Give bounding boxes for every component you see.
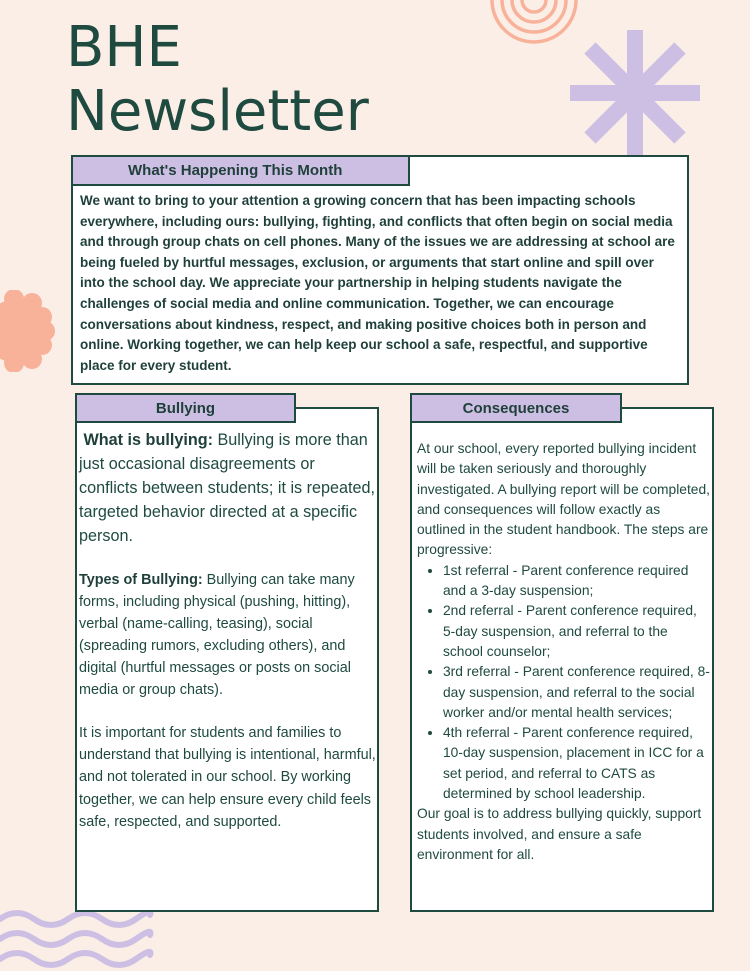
types-of-bullying-paragraph [79,569,377,701]
consequences-closing: Our goal is to address bullying quickly, support students involved, and ensure a safe environment for all. [417,806,702,862]
newsletter-title [66,16,369,144]
what-is-bullying-paragraph [79,428,377,548]
happening-body: We want to bring to your attention a growing concern that has been impacting schools everywhere, including ours: bullying, fighting, and conflicts that often begin on social media and through group chats on cell phones. Many of the issues we are addressing at school are being fueled by hurtful messages, exclusion, or arguments that start online and spill over into the school day. We appreciate your partnership in helping students navigate the challenges of social media and online communication. Together, we can encourage conversations about kindness, respect, and making positive choices both in person and online. Working together, we can help keep our school a safe, respectful, and supportive place for every student. [80,193,675,373]
what-is-bullying-label: What is bullying: [83,431,213,449]
asterisk-star-decoration [568,30,702,156]
title-line-1: BHE [66,15,182,80]
happening-heading: What's Happening This Month [71,155,410,186]
bullying-heading: Bullying [75,393,296,423]
scalloped-circle-decoration [0,290,56,372]
referral-step-3: • 3rd referral - Parent conference required, 8-day suspension, and referral to the social worker and/or mental health services; [443,662,711,723]
what-is-bullying-text: Bullying is more than just occasional disagreements or conflicts between students; it is repeated, targeted behavior directed at a specific person. [79,431,376,545]
consequences-content [417,439,711,865]
referral-step-2: • 2nd referral - Parent conference required, 5-day suspension, and referral to the school counselor; [443,601,711,662]
referral-step-4: • 4th referral - Parent conference required, 10-day suspension, placement in ICC for a set period, and referral to CATS as determined by school leadership. [443,723,711,804]
referral-steps-list [417,561,711,805]
wave-lines-decoration [0,905,160,971]
bullying-closing-paragraph: It is important for students and families to understand that bullying is intentional, harmful, and not tolerated in our school. By working together, we can help ensure every child feels safe, respected, and supported. [79,725,376,830]
types-of-bullying-label: Types of Bullying: [79,572,203,588]
consequences-intro: At our school, every reported bullying incident will be taken seriously and thoroughly investigated. A bullying report will be completed, and consequences will follow exactly as outlined in the student handbook. The steps are progressive: [417,441,710,558]
types-of-bullying-text: Bullying can take many forms, including physical (pushing, hitting), verbal (name-calling, teasing), social (spreading rumors, excluding others), and digital (hurtful messages or posts on social media or group chats). [79,572,355,698]
consequences-heading: Consequences [410,393,622,423]
referral-step-1: • 1st referral - Parent conference required and a 3-day suspension; [443,561,711,602]
title-line-2: Newsletter [66,79,369,144]
